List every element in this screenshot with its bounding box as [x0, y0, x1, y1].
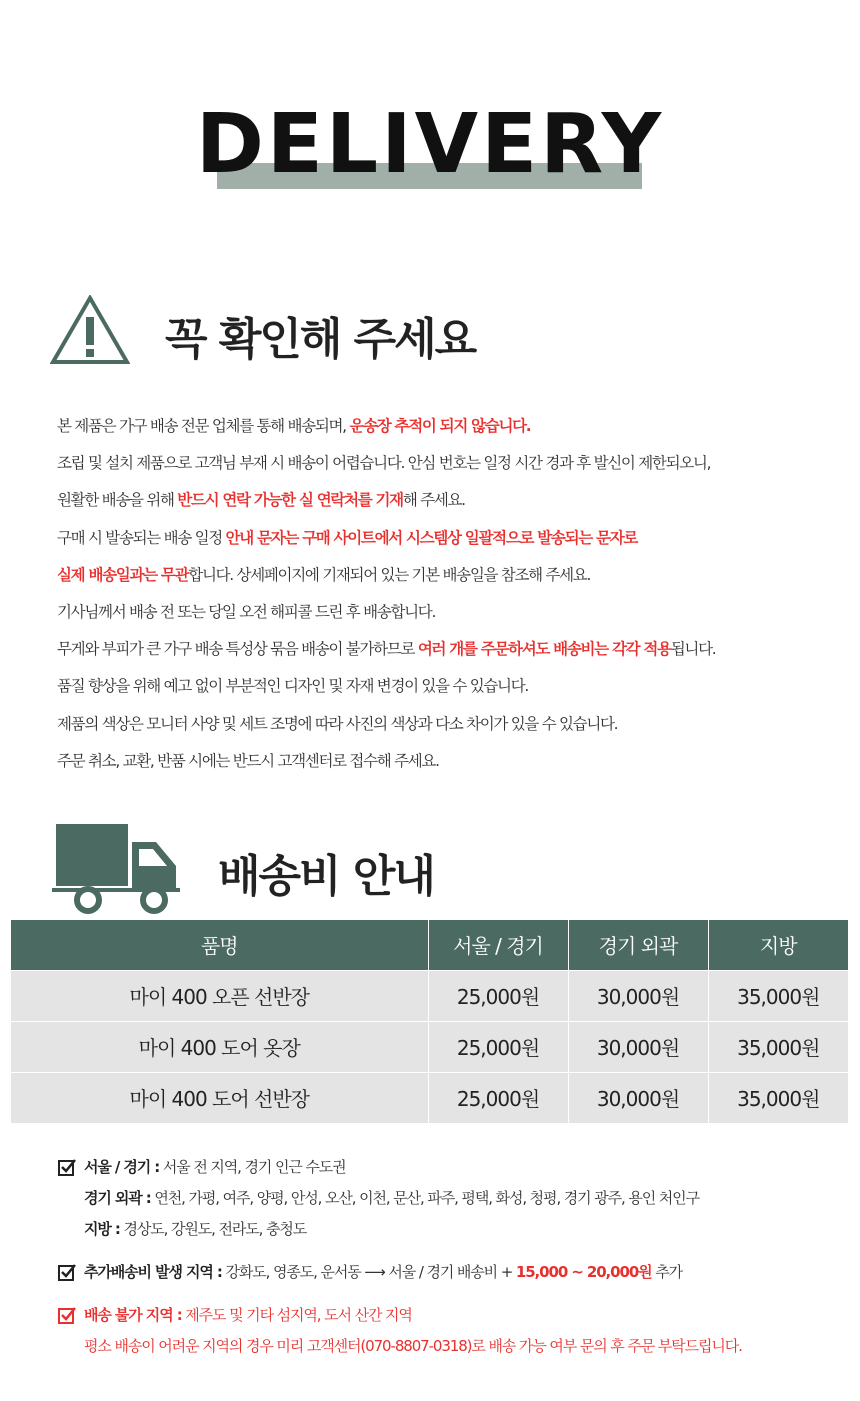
no-delivery-line — [84, 1300, 742, 1331]
notice-line — [57, 631, 847, 668]
notice-text: 품질 향상을 위해 예고 없이 부분적인 디자인 및 자재 변경이 있을 수 있습니다. — [57, 677, 529, 696]
notice-text: 본 제품은 가구 배송 전문 업체를 통해 배송되며, — [57, 417, 350, 435]
product-name-cell: 마이 400 도어 선반장 — [11, 1072, 428, 1123]
notice-text: 제품의 색상은 모니터 사양 및 세트 조명에 따라 사진의 색상과 다소 차이가 있을 수 있습니다. — [57, 714, 618, 733]
notice-text: 합니다. 상세페이지에 기재되어 있는 기본 배송일을 참조해 주세요. — [188, 565, 591, 584]
warning-icon — [50, 295, 130, 365]
fee-heading: 배송비 안내 — [218, 851, 434, 902]
price-cell: 30,000원 — [568, 970, 708, 1021]
price-cell: 35,000원 — [708, 1021, 848, 1072]
extra-fee-text: 강화도, 영종도, 운서동 ⟶ 서울 / 경기 배송비 + — [221, 1263, 516, 1281]
notice-line — [57, 520, 847, 557]
checkbox-checked-icon — [58, 1263, 76, 1281]
notice-line — [57, 668, 847, 705]
notice-text: 됩니다. — [670, 640, 716, 659]
notice-line — [57, 482, 847, 519]
notice-list — [57, 408, 847, 780]
checkbox-checked-icon — [58, 1306, 76, 1324]
page-title: DELIVERY — [195, 97, 665, 192]
notice-text: 주문 취소, 교환, 반품 시에는 반드시 고객센터로 접수해 주세요. — [57, 751, 439, 770]
notice-line — [57, 594, 847, 631]
price-cell: 35,000원 — [708, 1072, 848, 1123]
notice-highlight-text: 여러 개를 주문하셔도 배송비는 각각 적용 — [417, 640, 671, 659]
page-title-block — [0, 95, 860, 195]
delivery-fee-table — [11, 920, 848, 1123]
checkbox-checked-icon — [58, 1158, 76, 1176]
region-seoul-line — [84, 1152, 699, 1183]
extra-fee-amount: 15,000 ~ 20,000원 — [515, 1263, 652, 1281]
price-cell: 25,000원 — [428, 1021, 568, 1072]
notice-highlight-text: 실제 배송일과는 무관 — [57, 565, 189, 584]
notice-line — [57, 706, 847, 743]
no-delivery-text: 제주도 및 기타 섬지역, 도서 산간 지역 — [181, 1306, 412, 1324]
notice-text: 해 주세요. — [402, 491, 465, 510]
notice-text: 구매 시 발송되는 배송 일정 — [57, 528, 226, 547]
extra-fee-info — [58, 1257, 848, 1288]
column-header-outer: 경기 외곽 — [568, 920, 708, 970]
price-cell: 25,000원 — [428, 1072, 568, 1123]
product-name-cell: 마이 400 오픈 선반장 — [11, 970, 428, 1021]
column-header-seoul: 서울 / 경기 — [428, 920, 568, 970]
table-row — [11, 1021, 848, 1072]
extra-fee-line — [84, 1257, 682, 1288]
table-row — [11, 1072, 848, 1123]
truck-icon — [52, 822, 180, 914]
notice-line — [57, 743, 847, 780]
notice-text: 무게와 부피가 큰 가구 배송 특성상 묶음 배송이 불가하므로 — [57, 640, 418, 659]
notice-text: 원활한 배송을 위해 — [57, 491, 178, 510]
delivery-region-info — [58, 1152, 848, 1362]
price-cell: 35,000원 — [708, 970, 848, 1021]
region-seoul-label: 서울 / 경기 : — [84, 1158, 160, 1176]
no-delivery-info — [58, 1300, 848, 1362]
price-cell: 30,000원 — [568, 1021, 708, 1072]
extra-fee-suffix: 추가 — [651, 1263, 682, 1281]
notice-line — [57, 445, 847, 482]
column-header-product: 품명 — [11, 920, 428, 970]
notice-heading: 꼭 확인해 주세요 — [165, 314, 476, 365]
extra-fee-label: 추가배송비 발생 지역 : — [84, 1263, 222, 1281]
column-header-local: 지방 — [708, 920, 848, 970]
notice-highlight-text: 반드시 연락 가능한 실 연락처를 기재 — [177, 491, 403, 510]
region-local-line — [84, 1214, 699, 1245]
table-header-row — [11, 920, 848, 970]
no-delivery-label: 배송 불가 지역 : — [84, 1306, 182, 1324]
notice-text: 조립 및 설치 제품으로 고객님 부재 시 배송이 어렵습니다. 안심 번호는 일정 시간 경과 후 발신이 제한되오니, — [57, 454, 711, 473]
region-outer-line — [84, 1183, 699, 1214]
no-delivery-note: 평소 배송이 어려운 지역의 경우 미리 고객센터(070-8807-0318)로 배송 가능 여부 문의 후 주문 부탁드립니다. — [84, 1337, 742, 1355]
region-local-text: 경상도, 강원도, 전라도, 충청도 — [119, 1220, 307, 1238]
product-name-cell: 마이 400 도어 옷장 — [11, 1021, 428, 1072]
region-outer-label: 경기 외곽 : — [84, 1189, 151, 1207]
region-outer-text: 연천, 가평, 여주, 양평, 안성, 오산, 이천, 문산, 파주, 평택, 화성, 청평, 경기 광주, 용인 처인구 — [150, 1189, 699, 1207]
notice-line — [57, 408, 847, 445]
price-cell: 30,000원 — [568, 1072, 708, 1123]
notice-highlight-text: 운송장 추적이 되지 않습니다. — [349, 417, 531, 435]
region-local-label: 지방 : — [84, 1220, 120, 1238]
notice-highlight-text: 안내 문자는 구매 사이트에서 시스템상 일괄적으로 발송되는 문자로 — [225, 528, 638, 547]
notice-line — [57, 557, 847, 594]
region-seoul-text: 서울 전 지역, 경기 인근 수도권 — [159, 1158, 346, 1176]
table-row — [11, 970, 848, 1021]
region-info-group — [58, 1152, 848, 1245]
notice-text: 기사님께서 배송 전 또는 당일 오전 해피콜 드린 후 배송합니다. — [57, 603, 436, 622]
price-cell: 25,000원 — [428, 970, 568, 1021]
